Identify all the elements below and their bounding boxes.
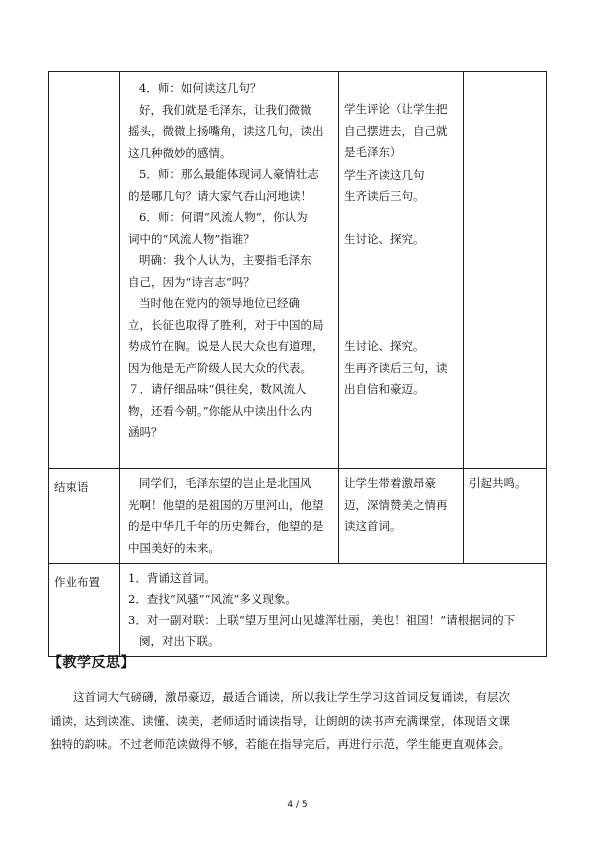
- teaching-process-row: [49, 72, 547, 469]
- reflection-line: 独特的韵味。不过老师范读做得不够，若能在指导完后，再进行示范，学生能更直观体会。: [50, 737, 510, 751]
- teacher-line: 这几种微妙的感情。: [128, 145, 232, 160]
- closing-purpose: 引起共鸣。: [469, 476, 527, 490]
- teacher-line: 明确：我个人认为，主要指毛泽东: [139, 253, 312, 267]
- teacher-line: 词中的“风流人物”指谁？: [128, 231, 255, 246]
- teacher-line: 当时他在党内的领导地位已经确: [139, 296, 300, 310]
- homework-item: 1．背诵这首词。: [128, 571, 216, 585]
- student-line: 自己摆进去，自己就: [344, 123, 448, 138]
- process-label-cell: [49, 72, 120, 469]
- process-teacher-cell: [120, 72, 339, 469]
- teacher-line: 势成竹在胸。说是人民大众也有道理，: [128, 339, 324, 353]
- closing-teacher-line: 光啊！他望的是祖国的万里河山，他望: [128, 497, 324, 512]
- student-line: 生讨论、探究。: [344, 231, 425, 246]
- reflection-body: [50, 686, 550, 757]
- student-line: 生再齐读后三句，读: [344, 360, 448, 375]
- teacher-line: 6．师：何谓“风流人物”，你认为: [139, 210, 308, 224]
- teacher-line: 自己，因为“诗言志”吗？: [128, 274, 255, 289]
- closing-student-line: 让学生带着激昂豪: [344, 476, 436, 490]
- teacher-line: 的是哪几句？请大家气吞山河地读！: [128, 188, 312, 203]
- student-line: 学生评论（让学生把: [344, 102, 448, 116]
- homework-label-cell: [49, 564, 120, 657]
- homework-item: 阕，对出下联。: [139, 634, 220, 648]
- student-line: 生讨论、探究。: [344, 339, 425, 353]
- closing-teacher-line: 中国美好的未来。: [128, 540, 220, 555]
- lesson-plan-table: [48, 71, 547, 657]
- teacher-line: 摇头，微微上扬嘴角，读这几句，读出: [128, 124, 324, 138]
- student-line: 是毛泽东）: [344, 145, 402, 159]
- process-purpose-cell: [464, 72, 547, 469]
- closing-student-line: 读这首词。: [344, 519, 402, 533]
- homework-item: 3．对一副对联：上联“望万里河山见雄浑壮丽，美也！祖国！”请根据词的下: [128, 613, 516, 627]
- closing-purpose-cell: [464, 469, 547, 564]
- teacher-line: ７．请仔细品味“俱往矣，数风流人: [128, 382, 307, 396]
- teacher-line: 4．师：如何读这几句？: [139, 81, 262, 95]
- teacher-line: 立，长征也取得了胜利，对于中国的局: [128, 317, 324, 332]
- reflection-heading: 【教学反思】: [48, 655, 135, 671]
- homework-row: [49, 564, 547, 657]
- closing-student-line: 迈，深情赞美之情再: [344, 497, 448, 512]
- teacher-line: 因为他是无产阶级人民大众的代表。: [128, 360, 312, 375]
- student-line: 学生齐读这几句: [344, 167, 425, 182]
- teacher-line: 好，我们就是毛泽东，让我们微微: [139, 102, 312, 117]
- student-line: 出自信和豪迈。: [344, 382, 425, 396]
- closing-label: 结束语: [54, 480, 89, 494]
- closing-teacher-line: 同学们，毛泽东望的岂止是北国风: [139, 476, 312, 490]
- teacher-line: 物，还看今朝。”你能从中读出什么内: [128, 403, 313, 418]
- closing-student-cell: [339, 469, 464, 564]
- student-line: 生齐读后三句。: [344, 189, 425, 203]
- closing-row: [49, 469, 547, 564]
- homework-content-cell: [120, 564, 547, 657]
- homework-label: 作业布置: [54, 575, 100, 589]
- process-student-cell: [339, 72, 464, 469]
- teacher-line: 5．师：那么最能体现词人豪情壮志: [139, 167, 319, 181]
- reflection-line: 诵读，达到读准、读懂、读美，老师适时诵读指导，让朗朗的读书声充满课堂，体现语文课: [50, 713, 510, 728]
- closing-label-cell: [49, 469, 120, 564]
- closing-teacher-line: 的是中华几千年的历史舞台，他望的是: [128, 519, 324, 533]
- reflection-line: 这首词大气磅礴，激昂豪迈，最适合诵读，所以我让学生学习这首词反复诵读，有层次: [73, 690, 510, 704]
- teacher-line: 涵吗？: [128, 425, 163, 439]
- homework-item: 2．查找“风骚”“风流”多义现象。: [128, 592, 297, 606]
- page-number: 4 / 5: [287, 800, 308, 810]
- closing-teacher-cell: [120, 469, 339, 564]
